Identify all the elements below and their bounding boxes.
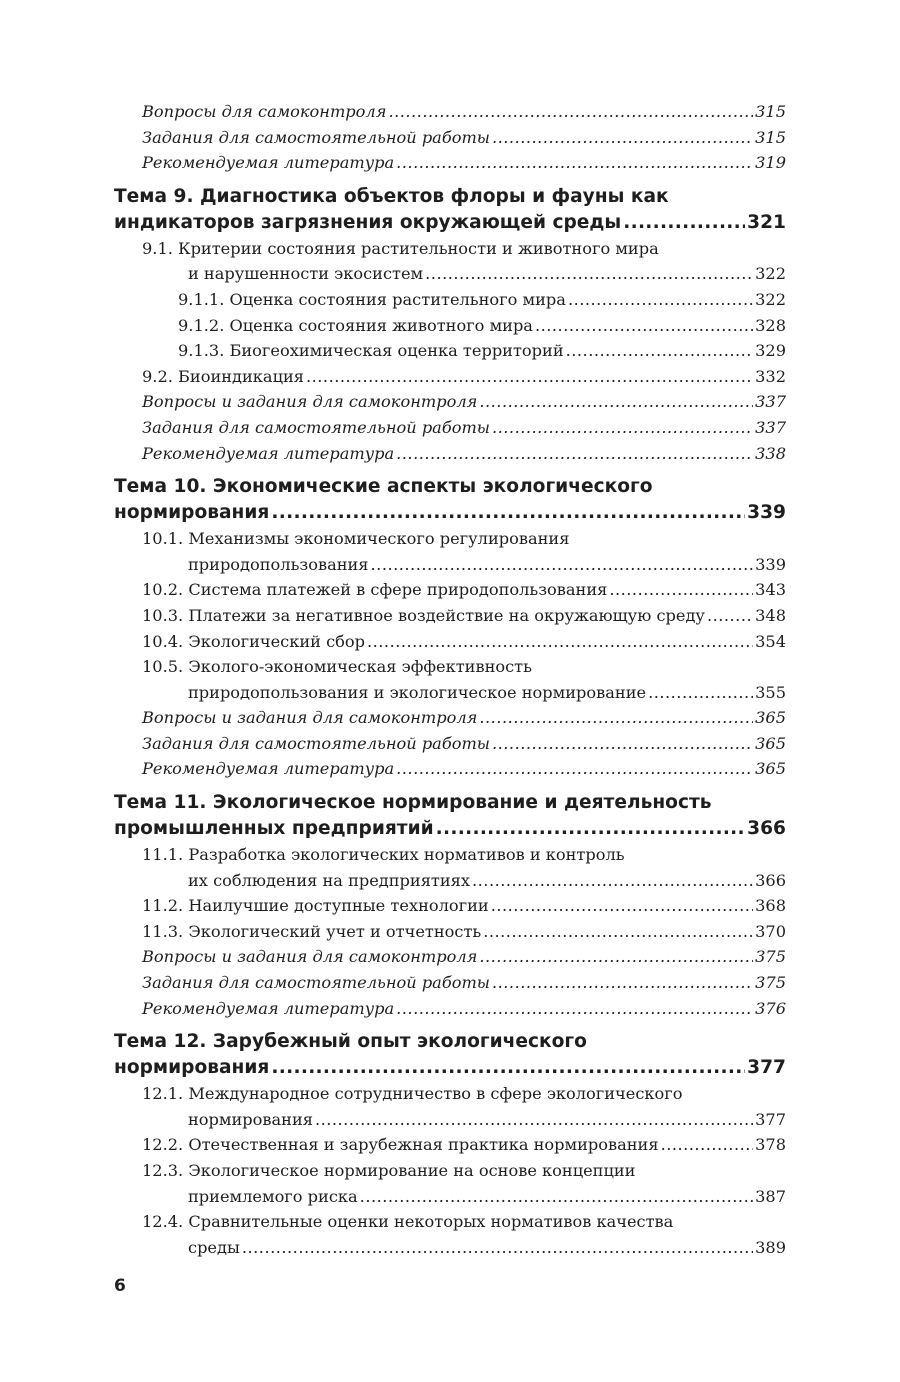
dot-leader xyxy=(492,415,753,441)
toc-page-number: 378 xyxy=(755,1135,786,1155)
topic-title-line: Тема 12. Зарубежный опыт экологического xyxy=(114,1031,587,1053)
dot-leader xyxy=(535,313,753,339)
dot-leader xyxy=(479,944,753,970)
toc-entry-label: Задания для самостоятельной работы xyxy=(142,973,490,993)
dot-leader xyxy=(472,868,753,894)
toc-entry-11-2[interactable] xyxy=(114,893,786,919)
dot-leader xyxy=(609,577,753,603)
toc-entry-label: их соблюдения на предприятиях xyxy=(188,870,471,890)
topic-title-line: индикаторов загрязнения окружающей среды xyxy=(114,211,622,233)
toc-entry-label: Вопросы и задания для самоконтроля xyxy=(142,947,478,967)
dot-leader xyxy=(623,210,745,236)
toc-entry-label: 9.1.3. Биогеохимическая оценка территорий xyxy=(178,341,564,361)
toc-entry-label: Вопросы для самоконтроля xyxy=(142,102,387,121)
toc-entry-label: 9.1.1. Оценка состояния растительного мира xyxy=(178,289,566,309)
dot-leader xyxy=(479,389,753,415)
dot-leader xyxy=(436,816,746,842)
toc-entry-label: 9.1.2. Оценка состояния животного мира xyxy=(178,315,533,335)
toc-entry-11-1[interactable] xyxy=(114,842,786,893)
toc-topic-12[interactable] xyxy=(114,1029,786,1081)
toc-page-number: 376 xyxy=(755,998,786,1018)
toc-page-number: 375 xyxy=(755,947,786,967)
dot-leader xyxy=(491,893,753,919)
toc-entry-10-2[interactable] xyxy=(114,577,786,603)
dot-leader xyxy=(483,919,753,945)
toc-entry-10-3[interactable] xyxy=(114,603,786,629)
toc-entry-label: среды xyxy=(188,1237,240,1257)
toc-page-number: 389 xyxy=(755,1237,786,1257)
toc-page-number: 365 xyxy=(755,708,786,728)
topic-title-line: промышленных предприятий xyxy=(114,818,434,840)
dot-leader xyxy=(396,150,753,176)
dot-leader xyxy=(707,603,753,629)
toc-entry-label: и нарушенности экосистем xyxy=(188,264,424,284)
dot-leader xyxy=(568,287,753,313)
dot-leader xyxy=(425,261,753,287)
toc-entry-label: 10.5. Эколого-экономическая эффективность xyxy=(142,657,532,677)
toc-page-number: 328 xyxy=(755,315,786,335)
toc-page-number: 343 xyxy=(755,580,786,600)
toc-entry-label: 12.3. Экологическое нормирование на основе концепции xyxy=(142,1161,636,1180)
toc-entry-label: 10.1. Механизмы экономического регулирования xyxy=(142,529,570,549)
topic-title-line: Тема 11. Экологическое нормирование и деятельность xyxy=(114,792,712,814)
toc-entry-label: Рекомендуемая литература xyxy=(142,759,395,779)
toc-topic-11[interactable] xyxy=(114,790,786,842)
toc-page-number: 366 xyxy=(755,870,786,890)
toc-entry-label: Задания для самостоятельной работы xyxy=(142,127,490,147)
dot-leader xyxy=(360,1184,753,1210)
toc-entry-9-questions[interactable] xyxy=(114,389,786,415)
dot-leader xyxy=(479,705,753,731)
toc-page-number: 315 xyxy=(755,102,786,121)
dot-leader xyxy=(648,680,753,706)
toc-entry-11-questions[interactable] xyxy=(114,944,786,970)
toc-entry-12-1[interactable] xyxy=(114,1081,786,1132)
toc-entry-label: Вопросы и задания для самоконтроля xyxy=(142,708,478,728)
toc-page-number: 354 xyxy=(755,631,786,651)
toc-page-number: 370 xyxy=(755,921,786,941)
toc-entry-label: Задания для самостоятельной работы xyxy=(142,733,490,753)
toc-entry-label: Рекомендуемая литература xyxy=(142,998,395,1018)
dot-leader xyxy=(661,1132,754,1158)
toc-page-number: 315 xyxy=(755,127,786,147)
toc-entry-label: 12.1. Международное сотрудничество в сфере экологического xyxy=(142,1084,683,1104)
toc-entry-9-1-3[interactable] xyxy=(114,338,786,364)
toc-entry-10-literature[interactable] xyxy=(114,756,786,782)
toc-entry-label: 10.2. Система платежей в сфере природопользования xyxy=(142,580,608,600)
toc-topic-10[interactable] xyxy=(114,474,786,526)
dot-leader xyxy=(367,629,753,655)
toc-page-number: 337 xyxy=(755,417,786,437)
toc-page-number: 329 xyxy=(755,341,786,361)
toc-page-number: 366 xyxy=(747,818,786,840)
toc-page-number: 339 xyxy=(755,554,786,574)
table-of-contents xyxy=(114,99,786,1260)
dot-leader xyxy=(371,552,754,578)
dot-leader xyxy=(242,1235,753,1261)
toc-entry-12-4[interactable] xyxy=(114,1209,786,1260)
toc-entry-9-1-2[interactable] xyxy=(114,313,786,339)
toc-entry-11-3[interactable] xyxy=(114,919,786,945)
toc-entry-independent-tasks[interactable] xyxy=(114,125,786,151)
toc-page-number: 348 xyxy=(755,605,786,625)
page-number: 6 xyxy=(114,1276,126,1296)
dot-leader xyxy=(396,441,753,467)
topic-title-line: Тема 10. Экономические аспекты экологического xyxy=(114,476,653,498)
toc-entry-label: 12.4. Сравнительные оценки некоторых нормативов качества xyxy=(142,1212,674,1232)
toc-entry-recommended-literature[interactable] xyxy=(114,150,786,176)
toc-entry-label: Рекомендуемая литература xyxy=(142,153,395,173)
toc-entry-12-2[interactable] xyxy=(114,1132,786,1158)
toc-entry-10-tasks[interactable] xyxy=(114,731,786,757)
toc-entry-label: 11.3. Экологический учет и отчетность xyxy=(142,921,482,941)
toc-page-number: 339 xyxy=(747,502,786,524)
dot-leader xyxy=(492,125,753,151)
toc-entry-label: 10.3. Платежи за негативное воздействие на окружающую среду xyxy=(142,605,705,625)
toc-entry-label: 12.2. Отечественная и зарубежная практика нормирования xyxy=(142,1135,659,1155)
toc-entry-label: приемлемого риска xyxy=(188,1186,358,1206)
toc-entry-9-1[interactable] xyxy=(114,236,786,287)
toc-entry-12-3[interactable] xyxy=(114,1158,786,1209)
toc-entry-self-check-questions[interactable] xyxy=(114,99,786,125)
toc-entry-label: 10.4. Экологический сбор xyxy=(142,631,365,651)
toc-page-number: 337 xyxy=(755,392,786,412)
toc-page-number: 387 xyxy=(755,1186,786,1206)
toc-entry-label: 11.2. Наилучшие доступные технологии xyxy=(142,896,489,916)
toc-entry-label: 9.1. Критерии состояния растительности и животного мира xyxy=(142,238,659,258)
toc-entry-label: 9.2. Биоиндикация xyxy=(142,366,304,386)
toc-entry-10-1[interactable] xyxy=(114,526,786,577)
toc-page-number: 365 xyxy=(755,733,786,753)
toc-entry-label: нормирования xyxy=(188,1109,313,1129)
toc-entry-10-4[interactable] xyxy=(114,629,786,655)
toc-page-number: 365 xyxy=(755,759,786,779)
toc-page-number: 338 xyxy=(755,443,786,463)
dot-leader xyxy=(388,99,753,125)
toc-entry-9-2[interactable] xyxy=(114,364,786,390)
toc-entry-label: Задания для самостоятельной работы xyxy=(142,417,490,437)
dot-leader xyxy=(271,500,745,526)
toc-entry-9-tasks[interactable] xyxy=(114,415,786,441)
toc-entry-9-literature[interactable] xyxy=(114,441,786,467)
toc-entry-10-questions[interactable] xyxy=(114,705,786,731)
toc-entry-10-5[interactable] xyxy=(114,654,786,705)
toc-page-number: 377 xyxy=(747,1057,786,1079)
toc-page-number: 321 xyxy=(747,211,786,233)
dot-leader xyxy=(396,756,753,782)
dot-leader xyxy=(271,1055,745,1081)
toc-entry-label: Вопросы и задания для самоконтроля xyxy=(142,392,478,412)
toc-page-number: 322 xyxy=(755,289,786,309)
topic-title-line: Тема 9. Диагностика объектов флоры и фауны как xyxy=(114,185,669,207)
toc-page-number: 319 xyxy=(755,153,786,173)
dot-leader xyxy=(315,1107,753,1133)
topic-title-line: нормирования xyxy=(114,502,270,524)
toc-page-number: 332 xyxy=(755,366,786,386)
dot-leader xyxy=(566,338,753,364)
toc-topic-9[interactable] xyxy=(114,184,786,236)
toc-entry-11-literature[interactable] xyxy=(114,996,786,1022)
toc-page-number: 368 xyxy=(755,896,786,916)
toc-page-number: 375 xyxy=(755,973,786,993)
toc-entry-label: природопользования и экологическое нормирование xyxy=(188,682,647,702)
toc-page-number: 355 xyxy=(755,682,786,702)
toc-entry-label: Рекомендуемая литература xyxy=(142,443,395,463)
toc-page-number: 322 xyxy=(755,264,786,284)
toc-page-number: 377 xyxy=(755,1109,786,1129)
toc-entry-9-1-1[interactable] xyxy=(114,287,786,313)
dot-leader xyxy=(396,996,753,1022)
toc-entry-label: 11.1. Разработка экологических нормативов и контроль xyxy=(142,845,625,865)
dot-leader xyxy=(306,364,753,390)
toc-entry-11-tasks[interactable] xyxy=(114,970,786,996)
dot-leader xyxy=(492,731,753,757)
topic-title-line: нормирования xyxy=(114,1057,270,1079)
toc-entry-label: природопользования xyxy=(188,554,369,574)
dot-leader xyxy=(492,970,753,996)
